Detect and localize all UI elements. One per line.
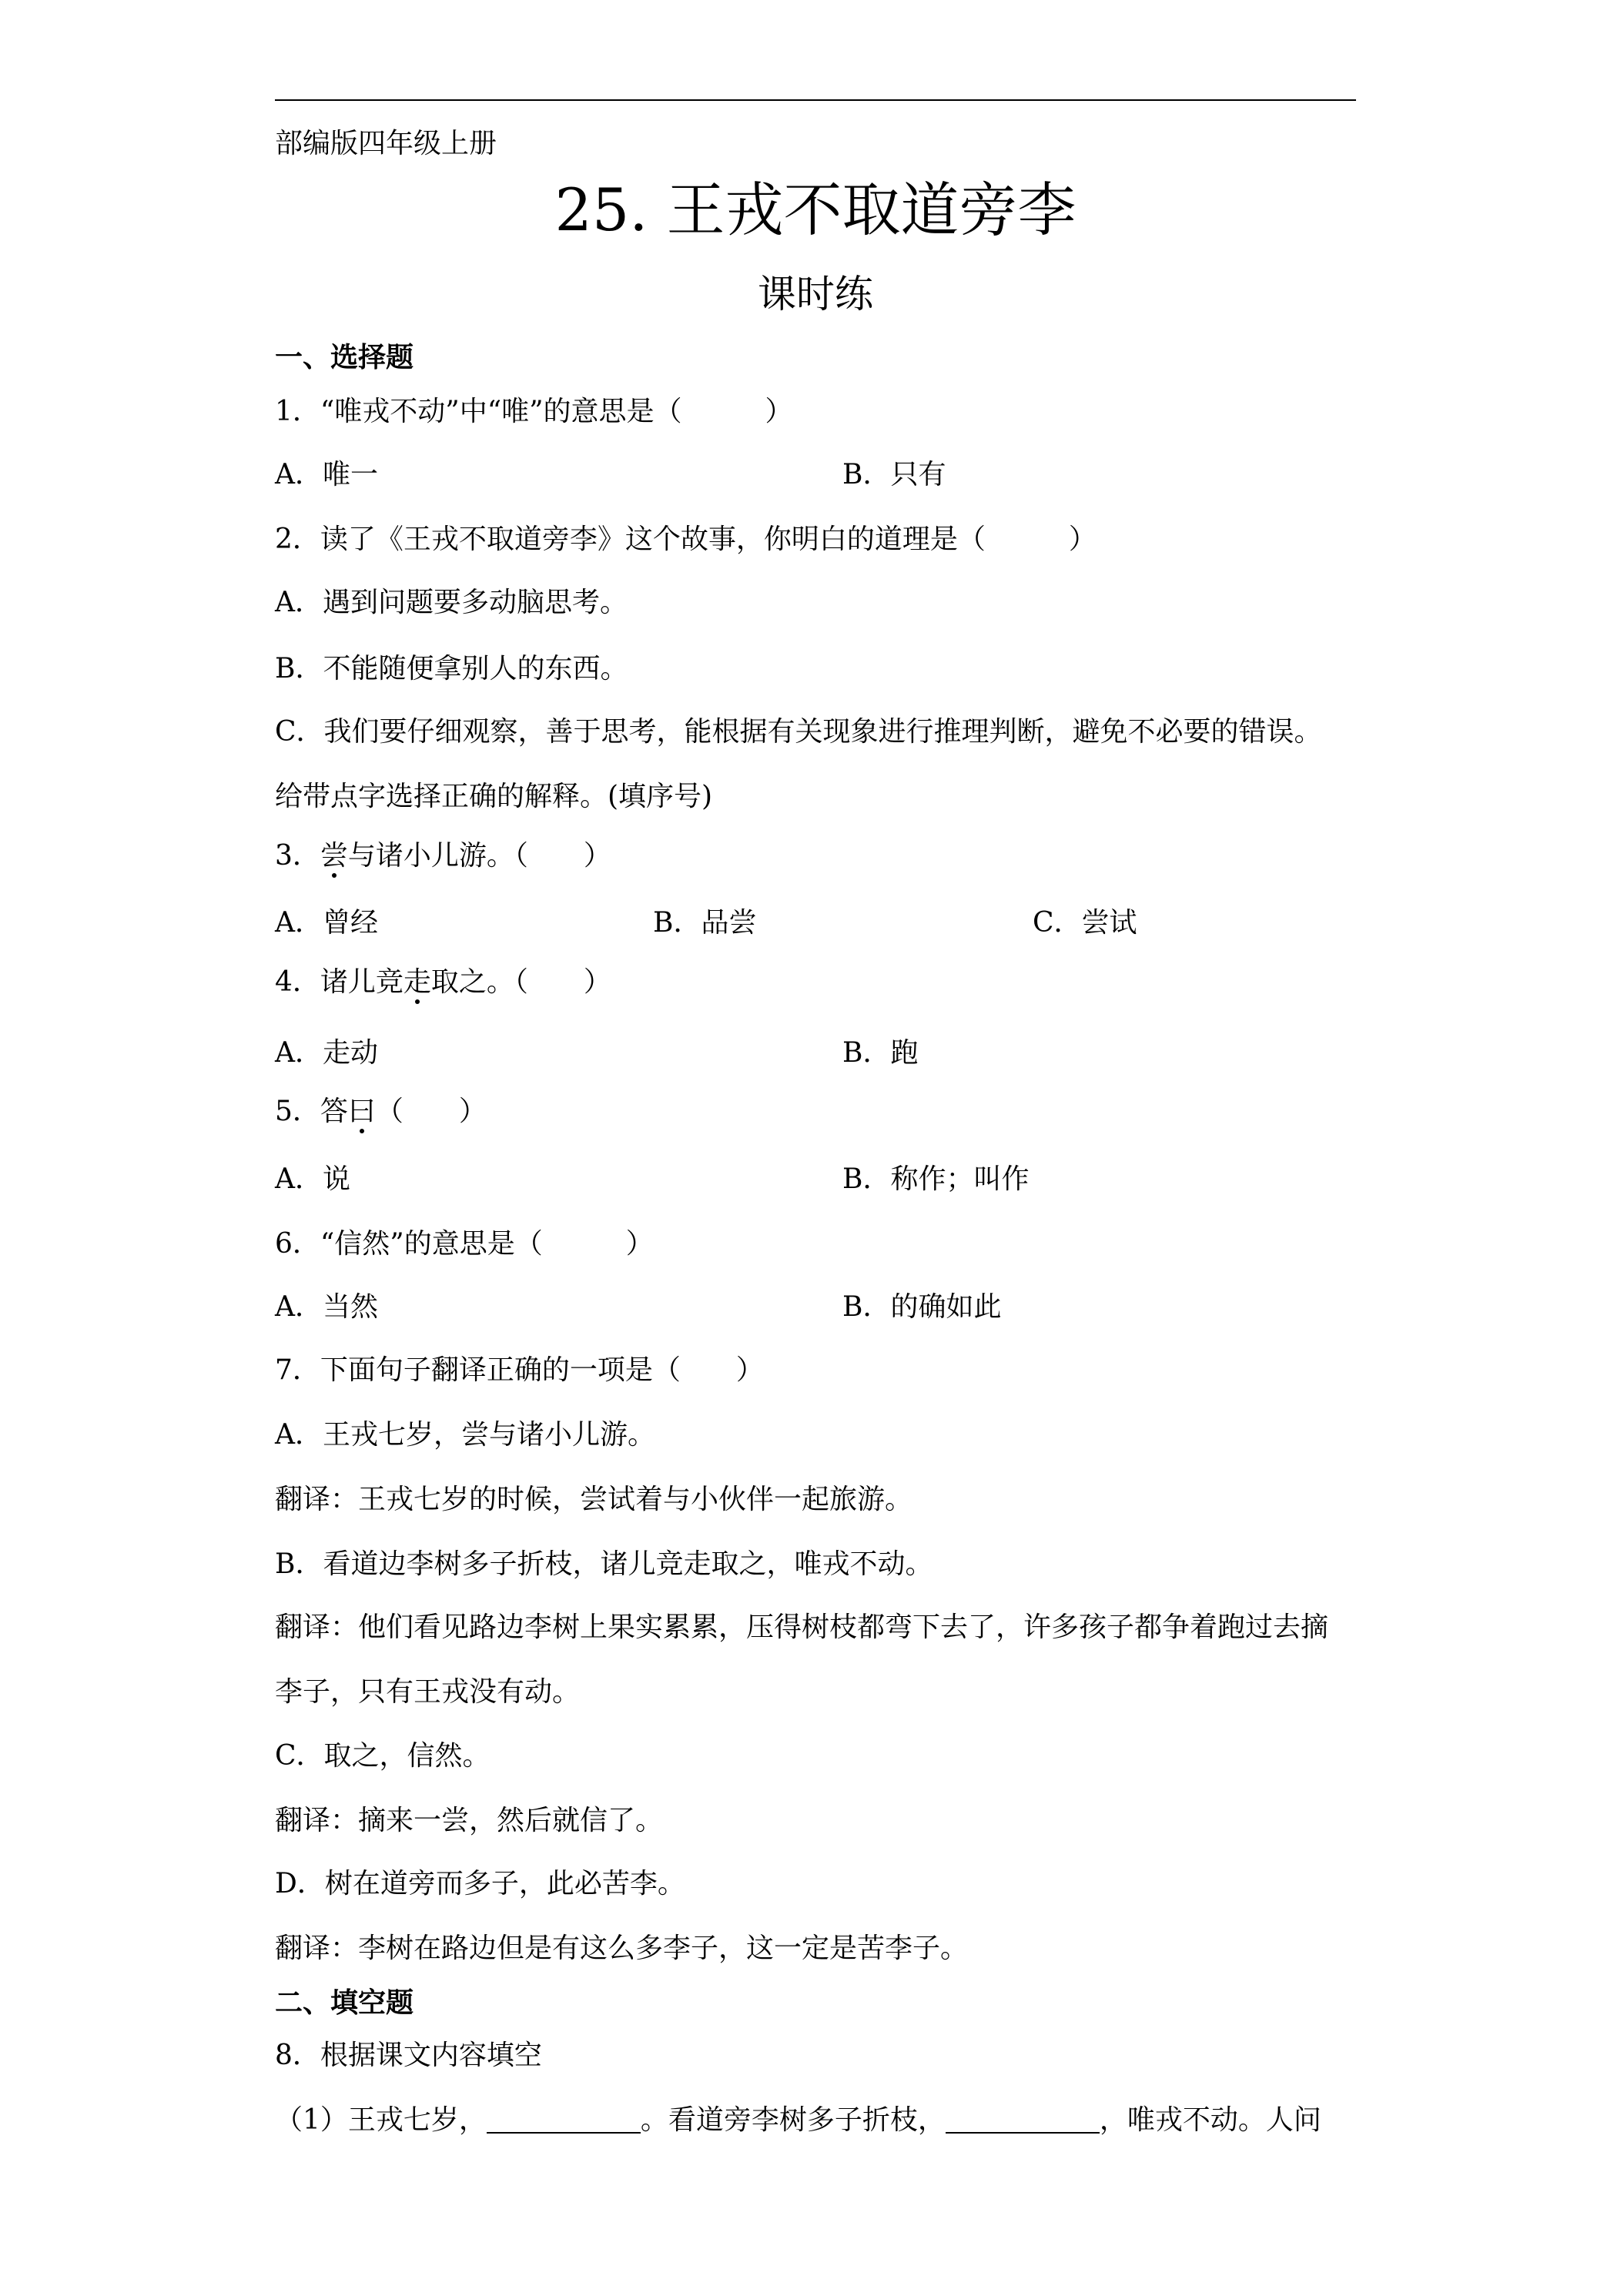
question-4-stem [275, 964, 611, 1001]
fill-blank-2 [946, 2109, 1100, 2134]
question-3-stem [275, 838, 611, 875]
question-7-option-b-sentence: B．看道边李树多子折枝，诸儿竞走取之，唯戎不动。 [275, 1548, 933, 1580]
question-6-option-a: A．当然 [275, 1291, 378, 1323]
question-2-option-b: B．不能随便拿别人的东西。 [275, 653, 628, 684]
question-7-option-a-translation: 翻译：王戎七岁的时候，尝试着与小伙伴一起旅游。 [275, 1484, 913, 1515]
question-1-stem: 1．“唯戎不动”中“唯”的意思是（ ） [275, 396, 793, 427]
question-5-option-a: A．说 [275, 1163, 350, 1195]
question-8-part-1-seg-1: （1）王戎七岁， [275, 2104, 487, 2136]
page-subtitle: 课时练 [758, 272, 873, 316]
question-4-option-a: A．走动 [275, 1037, 378, 1069]
question-3-option-c: C．尝试 [1033, 907, 1137, 939]
question-2-option-a: A．遇到问题要多动脑思考。 [275, 587, 628, 618]
question-5-stem [275, 1093, 487, 1130]
question-8-part-1 [275, 2102, 1321, 2139]
question-4-suffix: 取之。（ ） [430, 966, 611, 998]
question-3-dotted-char: 尝 [320, 838, 348, 875]
question-5-dotted-char: 曰 [348, 1093, 376, 1130]
question-1-option-b: B．只有 [842, 459, 946, 490]
question-3-option-a: A．曾经 [275, 907, 378, 939]
question-3-suffix: 与诸小儿游。（ ） [347, 840, 611, 872]
question-8-part-1-seg-3: ，唯戎不动。人问 [1099, 2104, 1321, 2136]
question-7-option-c-translation: 翻译：摘来一尝，然后就信了。 [275, 1805, 664, 1836]
question-4-option-b: B．跑 [842, 1037, 919, 1069]
page-title: 25. 王戎不取道旁李 [554, 176, 1077, 244]
question-5-prefix: 5．答 [275, 1096, 348, 1127]
question-2-option-c: C．我们要仔细观察，善于思考，能根据有关现象进行推理判断，避免不必要的错误。 [275, 716, 1322, 748]
section-heading-fill: 二、填空题 [275, 1986, 414, 2019]
question-7-option-d-sentence: D．树在道旁而多子，此必苦李。 [275, 1868, 685, 1899]
question-7-option-d-translation: 翻译：李树在路边但是有这么多李子，这一定是苦李子。 [275, 1933, 969, 1964]
question-8-part-1-seg-2: 。看道旁李树多子折枝， [640, 2104, 946, 2136]
instruction-text: 给带点字选择正确的解释。(填序号) [275, 781, 713, 812]
question-4-dotted-char: 走 [403, 964, 431, 1001]
question-7-option-a-sentence: A．王戎七岁，尝与诸小儿游。 [275, 1419, 655, 1451]
question-5-suffix: （ ） [375, 1096, 487, 1127]
grade-label: 部编版四年级上册 [275, 128, 497, 159]
question-3-option-b: B．品尝 [653, 907, 757, 939]
question-4-prefix: 4．诸儿竞 [275, 966, 403, 998]
question-5-option-b: B．称作；叫作 [842, 1163, 1030, 1195]
section-heading-choice: 一、选择题 [275, 341, 414, 373]
question-8-stem: 8．根据课文内容填空 [275, 2040, 542, 2071]
question-7-option-b-translation-line-2: 李子，只有王戎没有动。 [275, 1676, 581, 1708]
fill-blank-1 [487, 2109, 641, 2134]
question-3-prefix: 3． [275, 840, 320, 872]
question-6-stem: 6．“信然”的意思是（ ） [275, 1228, 654, 1260]
question-7-stem: 7．下面句子翻译正确的一项是（ ） [275, 1354, 764, 1386]
question-7-option-c-sentence: C．取之，信然。 [275, 1740, 491, 1772]
question-7-option-b-translation-line-1: 翻译：他们看见路边李树上果实累累，压得树枝都弯下去了，许多孩子都争着跑过去摘 [275, 1612, 1329, 1643]
question-1-option-a: A．唯一 [275, 459, 378, 490]
question-2-stem: 2．读了《王戎不取道旁李》这个故事，你明白的道理是（ ） [275, 524, 1097, 555]
question-6-option-b: B．的确如此 [842, 1291, 1002, 1323]
header-rule [275, 99, 1356, 101]
